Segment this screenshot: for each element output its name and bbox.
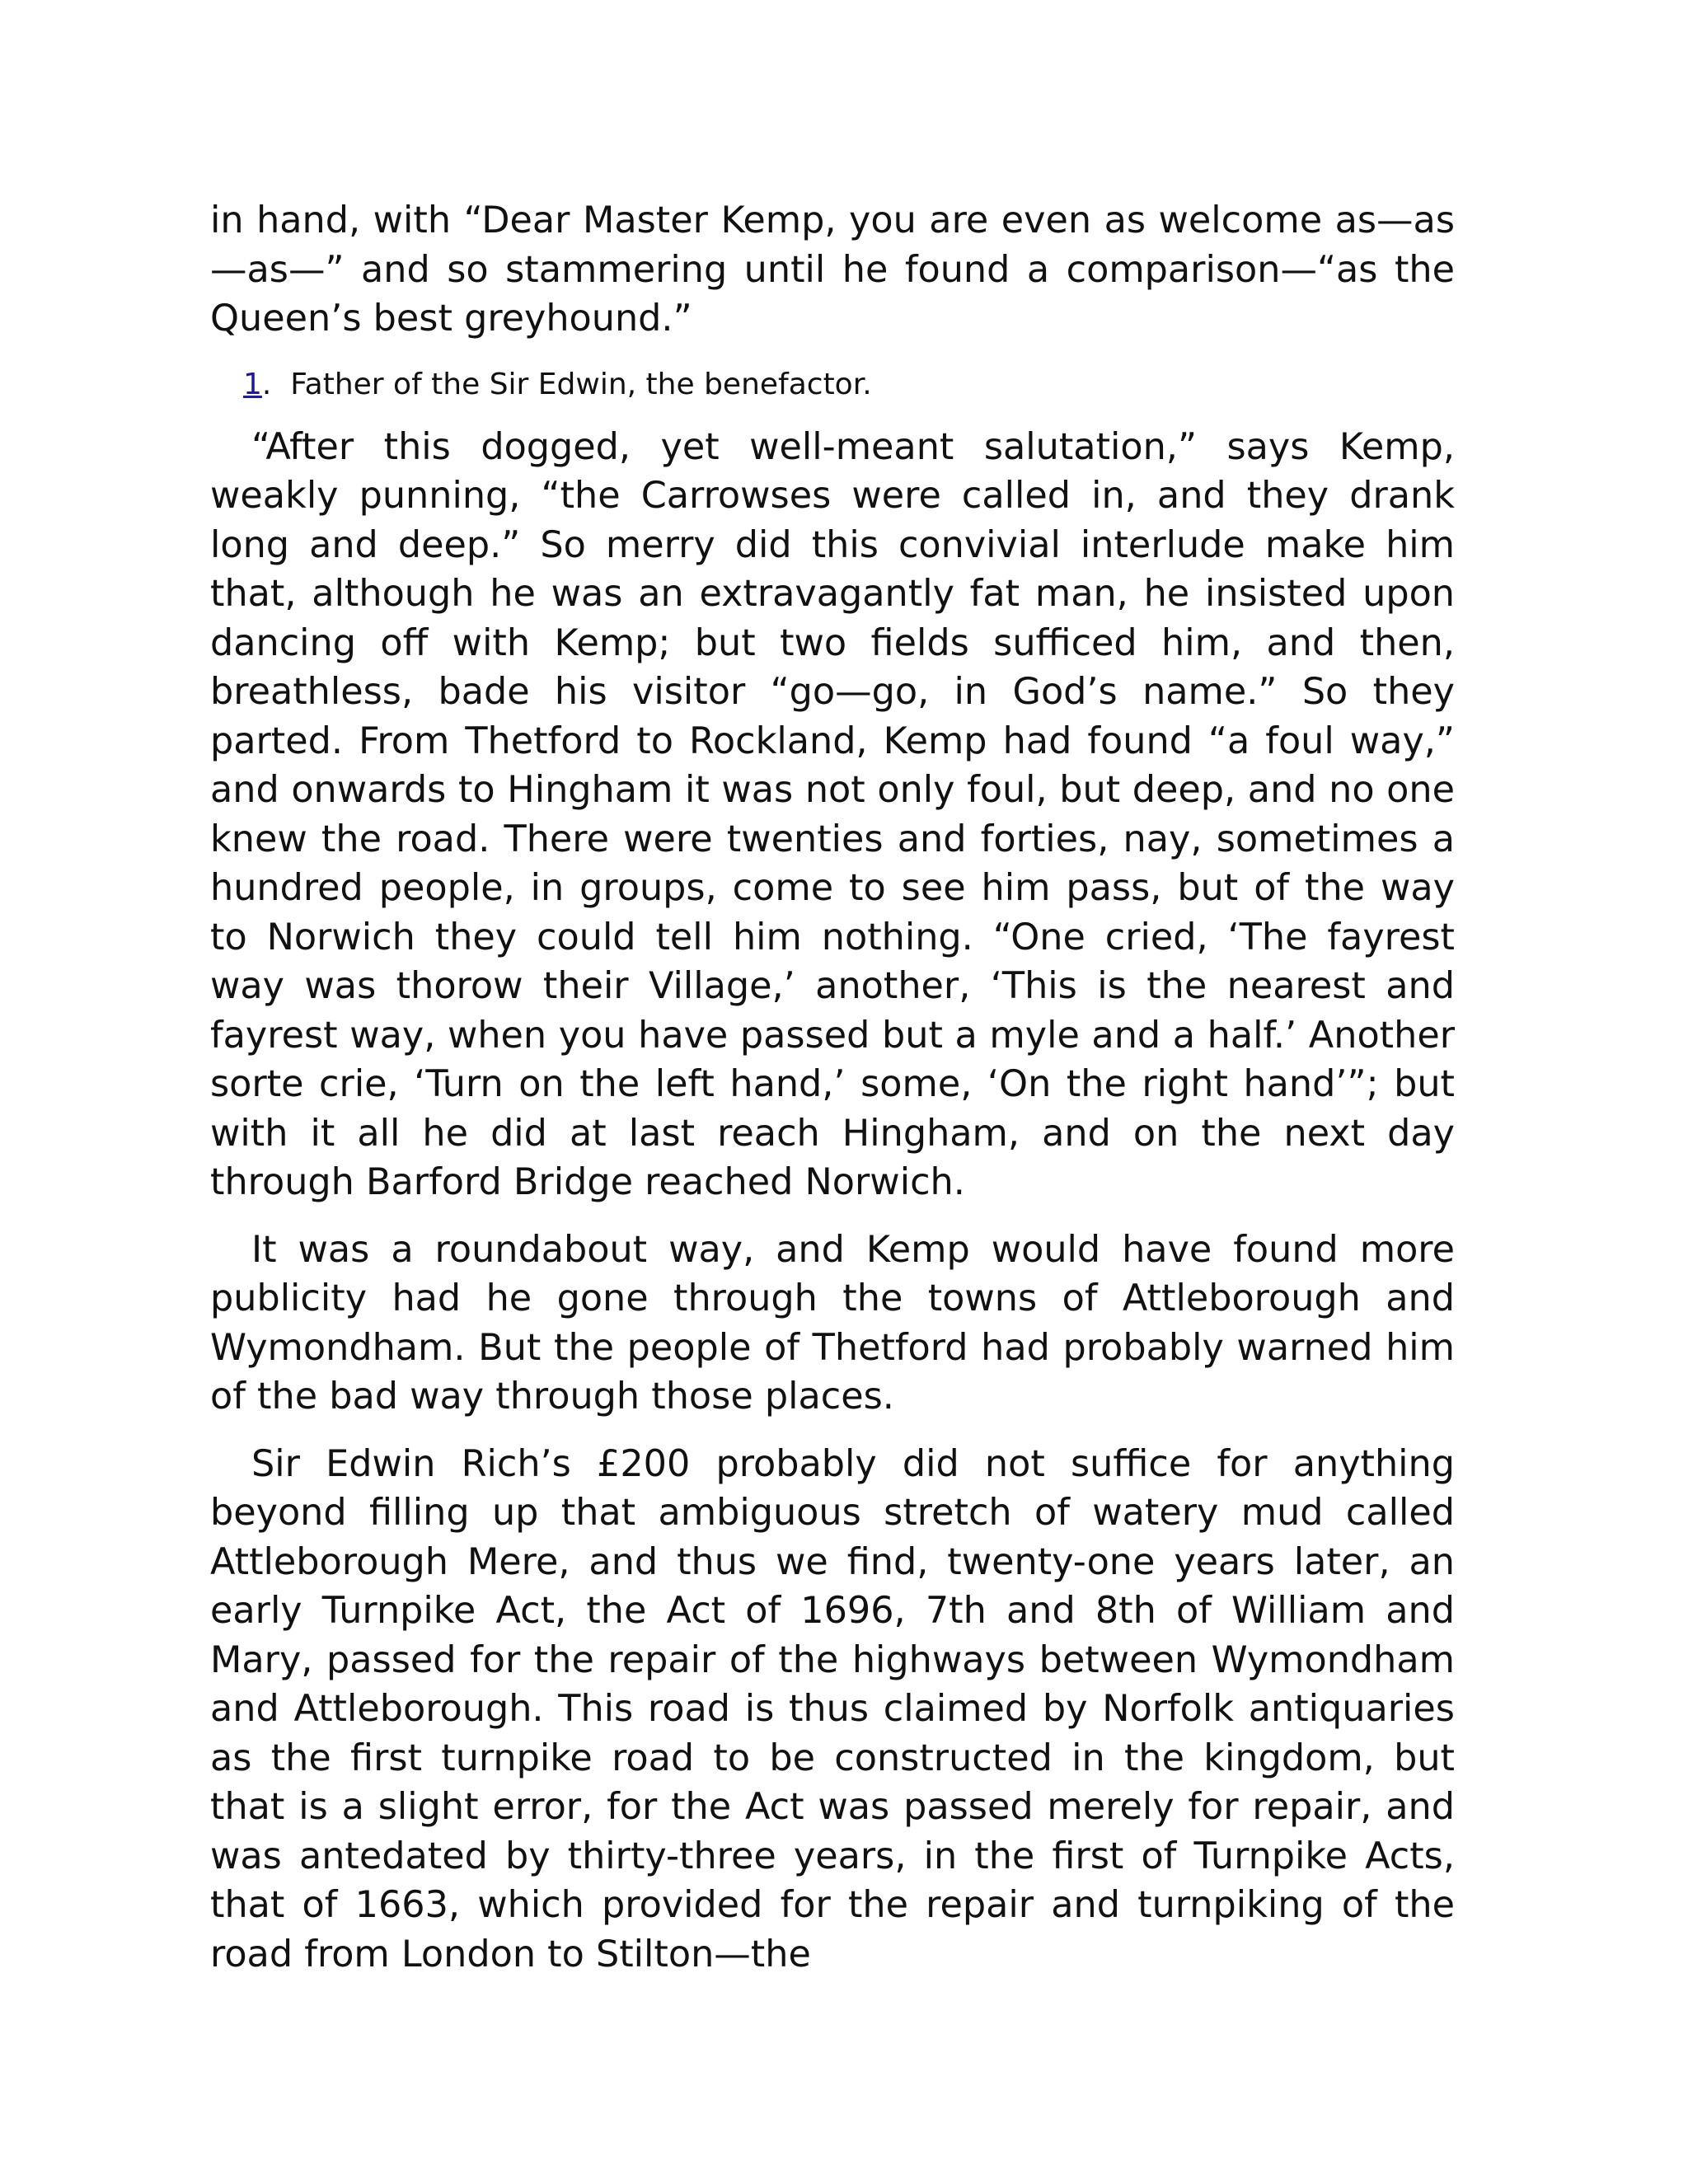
paragraph-roundabout-way: It was a roundabout way, and Kemp would have found more publicity had he gone through the towns of Attleborough and Wymondham. But the people of Thetford had probably warned him of the bad way through those places.	[210, 1228, 1455, 1418]
page-content	[210, 196, 1455, 1979]
footnote-text: Father of the Sir Edwin, the benefactor.	[290, 367, 872, 401]
paragraph-continuation: in hand, with “Dear Master Kemp, you are even as welcome as—as—as—” and so stammering until he found a comparison—“as the Queen’s best greyhound.”	[210, 199, 1455, 340]
footnote	[243, 365, 1455, 405]
footnote-link[interactable]: 1	[243, 367, 262, 401]
paragraph-turnpike-act: Sir Edwin Rich’s £200 probably did not suffice for anything beyond filling up that ambiguous stretch of watery mud called Attleborough Mere, and thus we find, twenty-one years later, an early Turnpike Act, the Act of 1696, 7th and 8th of William and Mary, passed for the repair of the highways between Wymondham and Attleborough. This road is thus claimed by Norfolk antiquaries as the first turnpike road to be constructed in the kingdom, but that is a slight error, for the Act was passed merely for repair, and was antedated by thirty-three years, in the first of Turnpike Acts, that of 1663, which provided for the repair and turnpiking of the road from London to Stilton—the	[210, 1442, 1455, 1975]
paragraph-kemp-journey: “After this dogged, yet well-meant salutation,” says Kemp, weakly punning, “the Carrowses were called in, and they drank long and deep.” So merry did this convivial interlude make him that, although he was an extravagantly fat man, he insisted upon dancing off with Kemp; but two fields sufficed him, and then, breathless, bade his visitor “go—go, in God’s name.” So they parted. From Thetford to Rockland, Kemp had found “a foul way,” and onwards to Hingham it was not only foul, but deep, and no one knew the road. There were twenties and forties, nay, sometimes a hundred people, in groups, come to see him pass, but of the way to Norwich they could tell him nothing. “One cried, ‘The fayrest way was thorow their Village,’ another, ‘This is the nearest and fayrest way, when you have passed but a myle and a half.’ Another sorte crie, ‘Turn on the left hand,’ some, ‘On the right hand’”; but with it all he did at last reach Hingham, and on the next day through Barford Bridge reached Norwich.	[210, 425, 1455, 1203]
footnote-separator: .	[261, 367, 272, 401]
